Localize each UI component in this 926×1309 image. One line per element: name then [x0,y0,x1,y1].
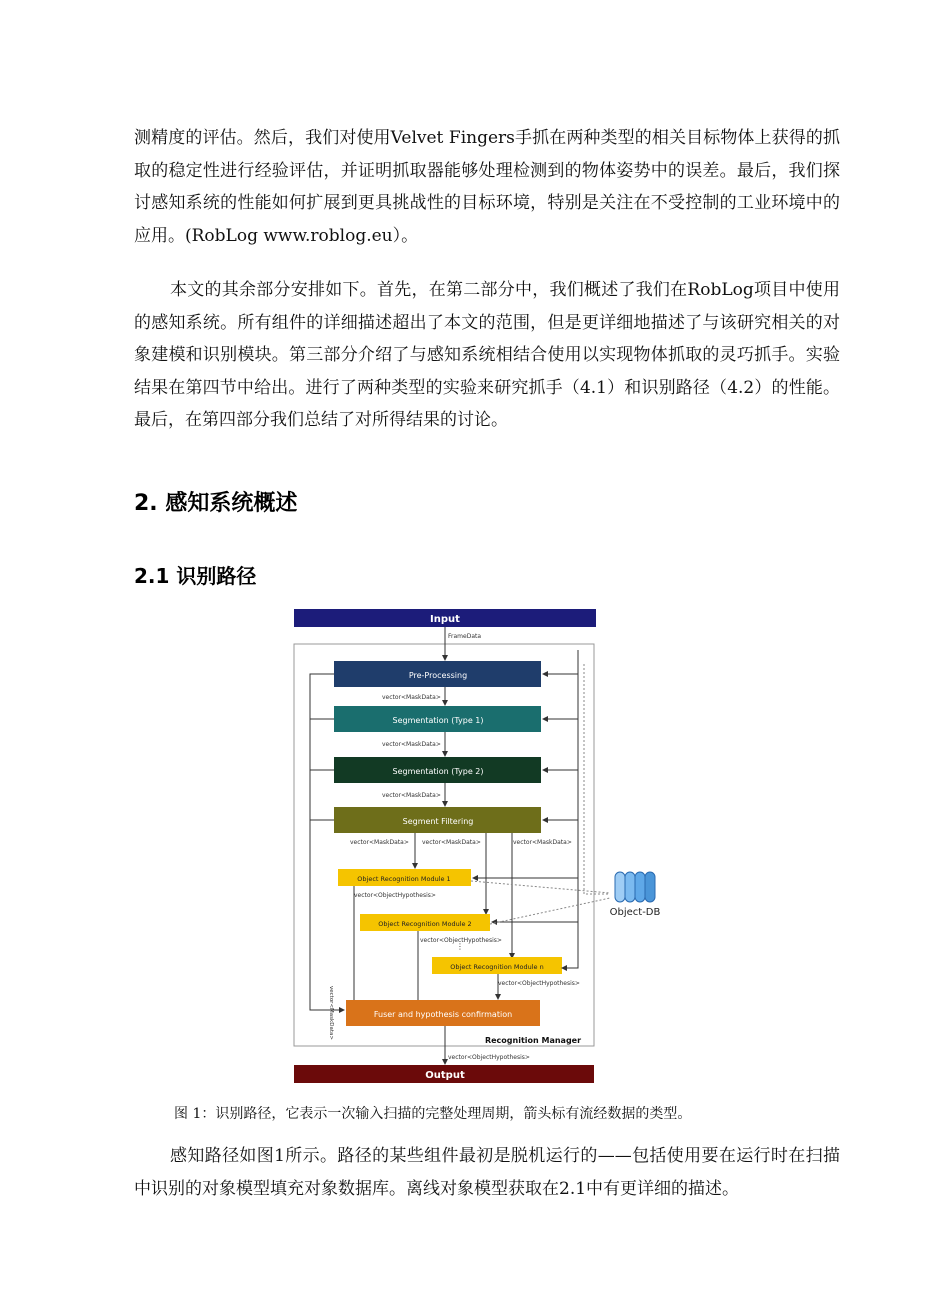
input-label: Input [430,614,460,625]
paragraph-outline: 本文的其余部分安排如下。首先，在第二部分中，我们概述了我们在RobLog项目中使用的感知系统。所有组件的详细描述超出了本文的范围，但是更详细地描述了与该研究相关的对象建模和识别模块。第三部分介绍了与感知系统相结合使用以实现物体抓取的灵巧抓手。实验结果在第四节中给出。进行了两种类型的实验来研究抓手（4.1）和识别路径（4.2）的性能。最后，在第四部分我们总结了对所得结果的讨论。 [134,280,840,431]
preprocessing-label: Pre-Processing [408,671,468,680]
hyp-label-out: vector<ObjectHypothesis> [448,1054,530,1061]
recognition-pipeline-figure [290,606,610,1088]
mask-label-5: vector<MaskData> [422,839,481,846]
output-label: Output [425,1070,465,1081]
orm2-label: Object Recognition Module 2 [378,920,472,928]
mask-label-2: vector<MaskData> [382,741,441,748]
svg-text:⋮: ⋮ [456,942,464,951]
frame-data-label: FrameData [448,633,482,640]
hyp-label-3: vector<ObjectHypothesis> [498,980,580,987]
object-db-graphic [600,868,680,918]
figure-caption: 图 1：识别路径，它表示一次输入扫描的完整处理周期，箭头标有流经数据的类型。 [174,1106,692,1122]
mask-label-1: vector<MaskData> [382,694,441,701]
mask-label-3: vector<MaskData> [382,792,441,799]
subsection-heading: 2.1 识别路径 [134,564,257,588]
paragraph-intro-end: 测精度的评估。然后，我们对使用Velvet Fingers手抓在两种类型的相关目标物体上获得的抓取的稳定性进行经验评估，并证明抓取器能够处理检测到的物体姿势中的误差。最后，我们探讨感知系统的性能如何扩展到更具挑战性的目标环境，特别是关注在不受控制的工业环境中的应用。(RobLog www.roblog.eu）。 [134,128,840,246]
hyp-label-1: vector<ObjectHypothesis> [354,892,436,899]
paragraph-pipeline: 感知路径如图1所示。路径的某些组件最初是脱机运行的——包括使用要在运行时在扫描中识别的对象模型填充对象数据库。离线对象模型获取在2.1中有更详细的描述。 [134,1146,840,1199]
mask-label-6: vector<MaskData> [513,839,572,846]
hyp-label-2: vector<ObjectHypothesis> [420,937,502,944]
ormn-label: Object Recognition Module n [450,963,544,971]
orm1-label: Object Recognition Module 1 [357,875,451,883]
segmentation-type2-label: Segmentation (Type 2) [392,767,484,776]
object-db-label: Object-DB [609,907,661,918]
mask-label-4: vector<MaskData> [350,839,409,846]
mask-label-vertical: vector<MaskData> [328,986,334,1040]
segmentation-type1-label: Segmentation (Type 1) [392,716,484,725]
manager-label: Recognition Manager [484,1036,582,1045]
segment-filtering-label: Segment Filtering [402,817,474,826]
fuser-label: Fuser and hypothesis confirmation [373,1010,513,1019]
section-heading: 2. 感知系统概述 [134,491,298,516]
